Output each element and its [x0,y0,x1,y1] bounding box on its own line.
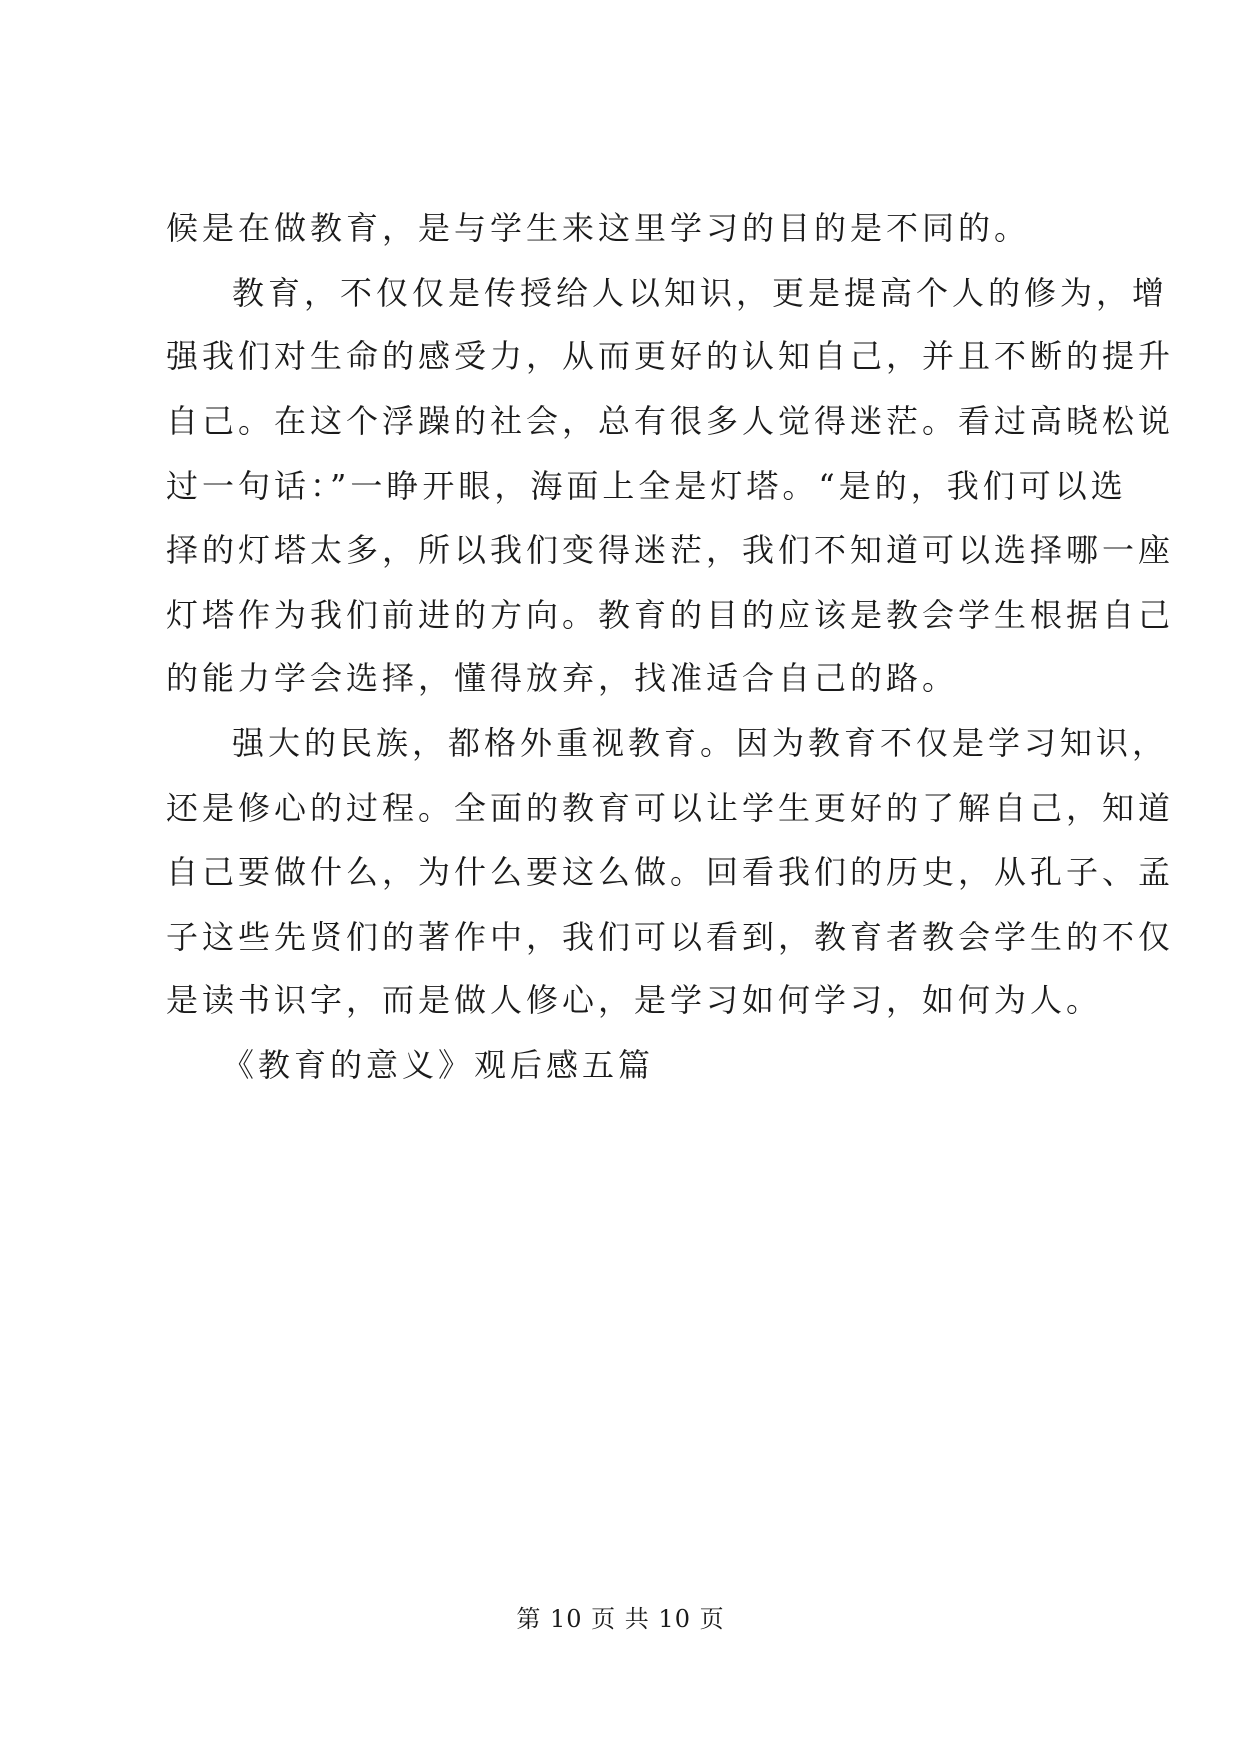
paragraph-line: 过一句话：”一睁开眼，海面上全是灯塔。“是的，我们可以选 [166,467,1127,505]
paragraph-line: 自己要做什么，为什么要这么做。回看我们的历史，从孔子、孟 [166,853,1175,891]
paragraph-line: 强大的民族，都格外重视教育。因为教育不仅是学习知识， [232,724,1169,762]
paragraph-line: 自己。在这个浮躁的社会，总有很多人觉得迷茫。看过高晓松说 [166,402,1175,440]
paragraph-line: 还是修心的过程。全面的教育可以让学生更好的了解自己，知道 [166,789,1175,827]
paragraph-line: 灯塔作为我们前进的方向。教育的目的应该是教会学生根据自己 [166,596,1175,634]
section-title: 《教育的意义》观后感五篇 [222,1046,655,1084]
paragraph-line: 的能力学会选择，懂得放弃，找准适合自己的路。 [166,659,959,697]
paragraph-line: 强我们对生命的感受力，从而更好的认知自己，并且不断的提升 [166,337,1175,375]
paragraph-line: 候是在做教育，是与学生来这里学习的目的是不同的。 [166,209,1031,247]
paragraph-line: 教育，不仅仅是传授给人以知识，更是提高个人的修为，增 [232,274,1169,312]
paragraph-line: 择的灯塔太多，所以我们变得迷茫，我们不知道可以选择哪一座 [166,531,1175,569]
page-footer: 第 10 页 共 10 页 [516,1605,725,1633]
paragraph-line: 是读书识字，而是做人修心，是学习如何学习，如何为人。 [166,981,1103,1019]
paragraph-line: 子这些先贤们的著作中，我们可以看到，教育者教会学生的不仅 [166,918,1175,956]
